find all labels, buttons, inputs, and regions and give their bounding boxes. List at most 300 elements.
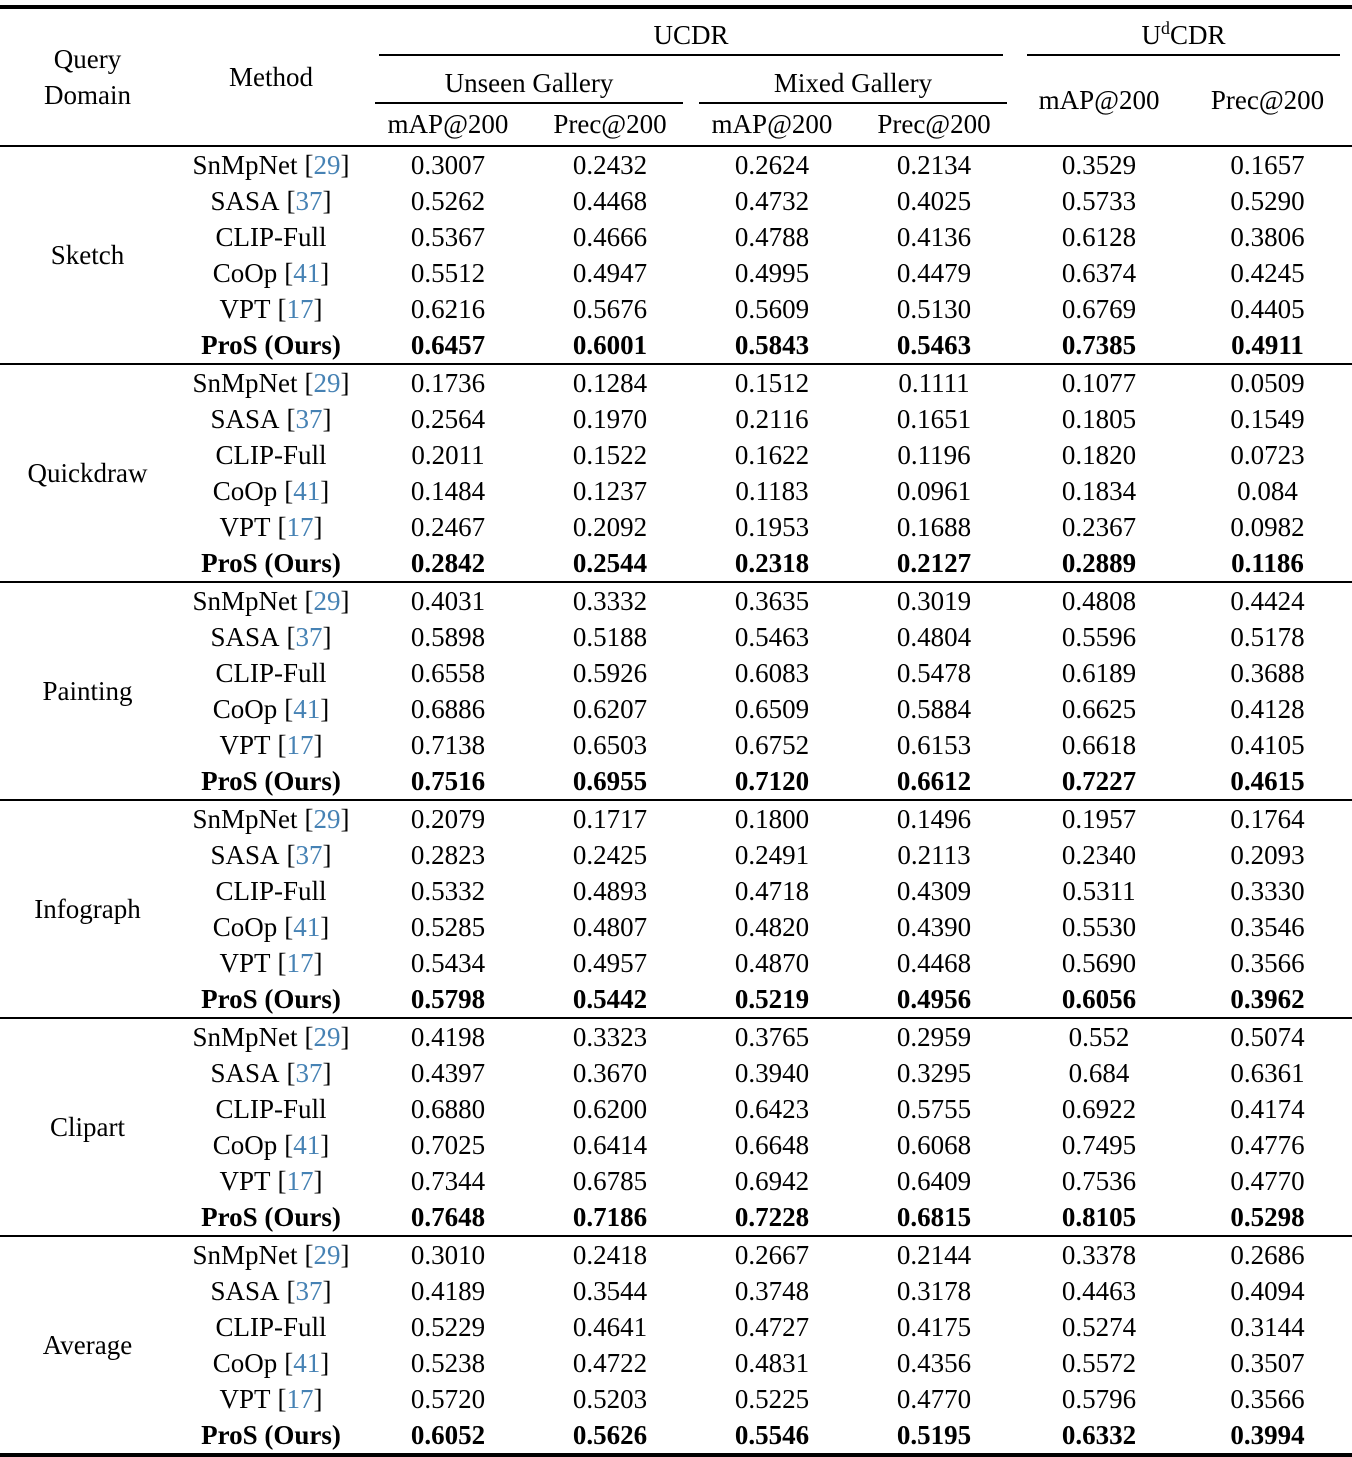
metric-value: 0.3962: [1230, 984, 1305, 1014]
table-header: [0, 7, 1352, 146]
metric-value: 0.1800: [691, 800, 853, 837]
metric-value: 0.5478: [896, 658, 972, 688]
metric-value: 0.8105: [1061, 1202, 1137, 1232]
metric-value: 0.6207: [572, 694, 648, 724]
method-cell: [175, 1417, 367, 1455]
metric-value: 0.3507: [1230, 1348, 1305, 1378]
metric-value: 0.2367: [1061, 512, 1137, 542]
metric-value: 0.5626: [572, 1420, 648, 1450]
citation-link[interactable]: 37: [295, 840, 323, 870]
udcdr-base: U: [1141, 20, 1162, 50]
method-label: VPT: [219, 948, 271, 978]
citation-bracket-open: [: [286, 186, 296, 216]
metric-value: 0.1284: [529, 364, 691, 401]
method-label: SnMpNet: [192, 1022, 298, 1052]
method-label: VPT: [219, 512, 271, 542]
table-row: [0, 1127, 1352, 1163]
table-row: [0, 291, 1352, 327]
metric-value: 0.1688: [896, 512, 972, 542]
metric-value: 0.0982: [1230, 512, 1305, 542]
citation-link[interactable]: 37: [295, 186, 323, 216]
metric-value: 0.3295: [896, 1058, 972, 1088]
method-cell: [175, 1273, 367, 1309]
metric-value: 0.4424: [1183, 582, 1352, 619]
metric-value: 0.2127: [896, 548, 972, 578]
citation-link[interactable]: 17: [286, 948, 314, 978]
citation-link[interactable]: 29: [313, 1022, 341, 1052]
metric-value: 0.6056: [1061, 984, 1137, 1014]
citation-link[interactable]: 41: [293, 1348, 321, 1378]
citation-link[interactable]: 41: [293, 912, 321, 942]
metric-value: 0.084: [1237, 476, 1298, 506]
table-row: [0, 1236, 1352, 1273]
metric-value: 0.5798: [410, 984, 486, 1014]
metric-value: 0.6503: [572, 730, 648, 760]
metric-value: 0.4175: [896, 1312, 972, 1342]
method-cell: [175, 1345, 367, 1381]
metric-value: 0.2823: [410, 840, 486, 870]
metric-value: 0.6558: [410, 658, 486, 688]
unseen-prec200-label: Prec@200: [553, 109, 667, 139]
citation-bracket-close: ]: [320, 912, 330, 942]
metric-value: 0.3010: [367, 1236, 529, 1273]
method-cell: [175, 909, 367, 945]
metric-value: 0.5463: [734, 622, 810, 652]
metric-value: 0.4479: [896, 258, 972, 288]
table-row: [0, 1381, 1352, 1417]
table-row: [0, 1091, 1352, 1127]
metric-value: 0.4356: [896, 1348, 972, 1378]
citation-link[interactable]: 17: [286, 730, 314, 760]
metric-value: 0.0509: [1183, 364, 1352, 401]
metric-value: 0.4995: [734, 258, 810, 288]
citation-bracket-open: [: [304, 368, 314, 398]
method-cell: [175, 1091, 367, 1127]
method-label: CLIP-Full: [215, 658, 327, 688]
metric-value: 0.7186: [572, 1202, 648, 1232]
metric-value: 0.6922: [1061, 1094, 1137, 1124]
metric-value: 0.2318: [734, 548, 810, 578]
metric-value: 0.2432: [529, 146, 691, 183]
metric-value: 0.5442: [572, 984, 648, 1014]
metric-value: 0.1651: [896, 404, 972, 434]
metric-value: 0.5512: [410, 258, 486, 288]
metric-value: 0.5676: [572, 294, 648, 324]
citation-link[interactable]: 17: [286, 1166, 314, 1196]
method-cell: [175, 545, 367, 582]
header-mixed-map200: [691, 104, 853, 146]
method-cell: [175, 945, 367, 981]
method-label: VPT: [219, 294, 271, 324]
metric-value: 0.6361: [1230, 1058, 1305, 1088]
method-label: SASA: [210, 840, 280, 870]
metric-value: 0.4390: [896, 912, 972, 942]
metric-value: 0.5332: [410, 876, 486, 906]
method-label: ProS (Ours): [201, 1420, 341, 1450]
citation-bracket-close: ]: [340, 804, 350, 834]
method-cell: [175, 1381, 367, 1417]
query-domain-cell: Painting: [0, 582, 175, 800]
method-label: SASA: [210, 404, 280, 434]
metric-value: 0.4666: [572, 222, 648, 252]
metric-value: 0.5796: [1061, 1384, 1137, 1414]
citation-bracket-open: [: [277, 730, 287, 760]
citation-bracket-open: [: [284, 694, 294, 724]
citation-bracket-open: [: [304, 1240, 314, 1270]
citation-link[interactable]: 41: [293, 1130, 321, 1160]
citation-link[interactable]: 41: [293, 258, 321, 288]
metric-value: 0.5884: [896, 694, 972, 724]
metric-value: 0.1953: [734, 512, 810, 542]
metric-value: 0.2144: [853, 1236, 1015, 1273]
table-row: [0, 146, 1352, 183]
metric-value: 0.5130: [896, 294, 972, 324]
metric-value: 0.7516: [410, 766, 486, 796]
header-ucdr-label: UCDR: [653, 20, 729, 50]
method-cell: [175, 837, 367, 873]
metric-value: 0.2418: [529, 1236, 691, 1273]
metric-value: 0.552: [1015, 1018, 1183, 1055]
metric-value: 0.7227: [1061, 766, 1137, 796]
citation-link[interactable]: 29: [313, 368, 341, 398]
table-row: [0, 183, 1352, 219]
method-cell: [175, 981, 367, 1018]
method-cell: [175, 1018, 367, 1055]
citation-link[interactable]: 29: [313, 586, 341, 616]
metric-value: 0.4397: [410, 1058, 486, 1088]
metric-value: 0.7120: [734, 766, 810, 796]
metric-value: 0.1805: [1061, 404, 1137, 434]
metric-value: 0.4309: [896, 876, 972, 906]
citation-bracket-close: ]: [313, 512, 323, 542]
table-row: [0, 1273, 1352, 1309]
method-cell: [175, 873, 367, 909]
method-label: SASA: [210, 1276, 280, 1306]
citation-bracket-close: ]: [322, 404, 332, 434]
metric-value: 0.3546: [1230, 912, 1305, 942]
metric-value: 0.4189: [410, 1276, 486, 1306]
method-cell: [175, 1309, 367, 1345]
metric-value: 0.5298: [1230, 1202, 1305, 1232]
citation-link[interactable]: 17: [286, 1384, 314, 1414]
metric-value: 0.3566: [1230, 948, 1305, 978]
citation-link[interactable]: 41: [293, 476, 321, 506]
unseen-map200-label: mAP@200: [387, 109, 509, 139]
query-domain-cell: Quickdraw: [0, 364, 175, 582]
metric-value: 0.4136: [896, 222, 972, 252]
citation-link[interactable]: 29: [313, 804, 341, 834]
metric-value: 0.1717: [529, 800, 691, 837]
method-label: SASA: [210, 186, 280, 216]
header-unseen-gallery: [367, 56, 691, 104]
unseen-gallery-label: Unseen Gallery: [444, 68, 614, 98]
header-udcdr-map200: [1015, 56, 1183, 146]
metric-value: 0.1657: [1183, 146, 1352, 183]
citation-bracket-close: ]: [320, 258, 330, 288]
metric-value: 0.6414: [572, 1130, 648, 1160]
metric-value: 0.2889: [1061, 548, 1137, 578]
method-cell: [175, 1163, 367, 1199]
metric-value: 0.6128: [1061, 222, 1137, 252]
metric-value: 0.4468: [896, 948, 972, 978]
table-row: [0, 981, 1352, 1018]
table-row: [0, 582, 1352, 619]
metric-value: 0.5195: [896, 1420, 972, 1450]
metric-value: 0.3670: [572, 1058, 648, 1088]
citation-link[interactable]: 17: [286, 512, 314, 542]
method-cell: [175, 763, 367, 800]
metric-value: 0.4770: [896, 1384, 972, 1414]
metric-value: 0.2092: [572, 512, 648, 542]
method-label: SASA: [210, 622, 280, 652]
citation-bracket-close: ]: [320, 694, 330, 724]
metric-value: 0.3806: [1230, 222, 1305, 252]
citation-bracket-open: [: [304, 150, 314, 180]
metric-value: 0.4105: [1230, 730, 1305, 760]
citation-bracket-close: ]: [322, 1276, 332, 1306]
citation-bracket-open: [: [286, 1058, 296, 1088]
metric-value: 0.5572: [1061, 1348, 1137, 1378]
metric-value: 0.1496: [853, 800, 1015, 837]
metric-value: 0.5238: [410, 1348, 486, 1378]
metric-value: 0.4732: [734, 186, 810, 216]
udcdr-rest: CDR: [1169, 20, 1226, 50]
metric-value: 0.4770: [1230, 1166, 1305, 1196]
metric-value: 0.4031: [367, 582, 529, 619]
citation-bracket-close: ]: [313, 948, 323, 978]
method-label: SASA: [210, 1058, 280, 1088]
method-label: ProS (Ours): [201, 548, 341, 578]
table-row: [0, 727, 1352, 763]
metric-value: 0.4641: [572, 1312, 648, 1342]
metric-value: 0.1549: [1230, 404, 1305, 434]
metric-value: 0.6332: [1061, 1420, 1137, 1450]
metric-value: 0.684: [1068, 1058, 1130, 1088]
header-udcdr-group: [1015, 7, 1352, 56]
citation-bracket-open: [: [286, 840, 296, 870]
table-row: [0, 255, 1352, 291]
citation-bracket-open: [: [286, 404, 296, 434]
citation-bracket-open: [: [304, 586, 314, 616]
method-label: CoOp: [212, 258, 278, 288]
metric-value: 0.3940: [734, 1058, 810, 1088]
citation-bracket-close: ]: [313, 1166, 323, 1196]
table-row: [0, 655, 1352, 691]
metric-value: 0.6625: [1061, 694, 1137, 724]
method-label: CLIP-Full: [215, 222, 327, 252]
citation-bracket-open: [: [284, 912, 294, 942]
metric-value: 0.1111: [853, 364, 1015, 401]
citation-link[interactable]: 37: [295, 1276, 323, 1306]
metric-value: 0.3144: [1230, 1312, 1305, 1342]
method-cell: [175, 509, 367, 545]
citation-bracket-open: [: [286, 622, 296, 652]
citation-bracket-close: ]: [313, 1384, 323, 1414]
metric-value: 0.6815: [896, 1202, 972, 1232]
table-row: [0, 509, 1352, 545]
metric-value: 0.6374: [1061, 258, 1137, 288]
metric-value: 0.7228: [734, 1202, 810, 1232]
metric-value: 0.1196: [897, 440, 971, 470]
metric-value: 0.6509: [734, 694, 810, 724]
table-row: [0, 1199, 1352, 1236]
metric-value: 0.5074: [1183, 1018, 1352, 1055]
metric-value: 0.2116: [735, 404, 809, 434]
citation-bracket-close: ]: [320, 476, 330, 506]
table-row: [0, 763, 1352, 800]
method-cell: [175, 146, 367, 183]
table-row: [0, 837, 1352, 873]
citation-link[interactable]: 37: [295, 404, 323, 434]
metric-value: 0.6955: [572, 766, 648, 796]
metric-value: 0.2093: [1230, 840, 1305, 870]
citation-link[interactable]: 37: [295, 1058, 323, 1088]
metric-value: 0.1512: [691, 364, 853, 401]
header-query-domain-label: Query Domain: [44, 44, 131, 110]
metric-value: 0.5285: [410, 912, 486, 942]
citation-bracket-open: [: [284, 1348, 294, 1378]
mixed-gallery-label: Mixed Gallery: [773, 68, 933, 98]
table-row: [0, 1055, 1352, 1091]
method-label: ProS (Ours): [201, 984, 341, 1014]
metric-value: 0.1622: [734, 440, 810, 470]
metric-value: 0.6886: [410, 694, 486, 724]
metric-value: 0.7495: [1061, 1130, 1137, 1160]
metric-value: 0.4870: [734, 948, 810, 978]
method-cell: [175, 1236, 367, 1273]
citation-bracket-open: [: [277, 1166, 287, 1196]
header-method-label: Method: [229, 61, 313, 92]
metric-value: 0.1484: [410, 476, 486, 506]
metric-value: 0.7536: [1061, 1166, 1137, 1196]
method-label: VPT: [219, 730, 271, 760]
metric-value: 0.2079: [367, 800, 529, 837]
method-label: CLIP-Full: [215, 440, 327, 470]
method-cell: [175, 291, 367, 327]
metric-value: 0.5596: [1061, 622, 1137, 652]
citation-bracket-close: ]: [322, 622, 332, 652]
header-query-domain: [0, 7, 175, 146]
header-udcdr-label: [1015, 9, 1352, 54]
table-row: [0, 327, 1352, 364]
citation-bracket-open: [: [304, 804, 314, 834]
method-label: SnMpNet: [192, 586, 298, 616]
table-body: [0, 146, 1352, 1455]
method-cell: [175, 401, 367, 437]
method-cell: [175, 183, 367, 219]
citation-link[interactable]: 29: [313, 1240, 341, 1270]
header-udcdr-prec200: [1183, 56, 1352, 146]
metric-value: 0.5290: [1230, 186, 1305, 216]
method-cell: [175, 691, 367, 727]
method-label: SnMpNet: [192, 150, 298, 180]
metric-value: 0.5733: [1061, 186, 1137, 216]
metric-value: 0.1077: [1015, 364, 1183, 401]
header-unseen-prec200: [529, 104, 691, 146]
metric-value: 0.2425: [572, 840, 648, 870]
method-cell: [175, 655, 367, 691]
metric-value: 0.3178: [896, 1276, 972, 1306]
table-row: [0, 473, 1352, 509]
citation-bracket-close: ]: [340, 1240, 350, 1270]
method-label: CoOp: [212, 1348, 278, 1378]
metric-value: 0.2624: [691, 146, 853, 183]
citation-bracket-close: ]: [340, 368, 350, 398]
citation-bracket-close: ]: [322, 840, 332, 870]
citation-bracket-close: ]: [340, 1022, 350, 1052]
metric-value: 0.3566: [1230, 1384, 1305, 1414]
metric-value: 0.6457: [410, 330, 486, 360]
metric-value: 0.4615: [1230, 766, 1305, 796]
citation-bracket-close: ]: [340, 150, 350, 180]
metric-value: 0.4831: [734, 1348, 810, 1378]
method-label: CoOp: [212, 1130, 278, 1160]
results-table: [0, 5, 1352, 1457]
method-label: VPT: [219, 1166, 271, 1196]
metric-value: 0.4776: [1230, 1130, 1305, 1160]
citation-link[interactable]: 17: [286, 294, 314, 324]
table-row: [0, 800, 1352, 837]
metric-value: 0.2667: [691, 1236, 853, 1273]
metric-value: 0.4094: [1230, 1276, 1305, 1306]
metric-value: 0.5188: [572, 622, 648, 652]
metric-value: 0.5755: [896, 1094, 972, 1124]
metric-value: 0.1736: [367, 364, 529, 401]
table-row: [0, 364, 1352, 401]
table-row: [0, 219, 1352, 255]
query-domain-cell: Clipart: [0, 1018, 175, 1236]
metric-value: 0.6052: [410, 1420, 486, 1450]
metric-value: 0.2467: [410, 512, 486, 542]
metric-value: 0.5720: [410, 1384, 486, 1414]
method-cell: [175, 255, 367, 291]
metric-value: 0.4957: [572, 948, 648, 978]
table-row: [0, 1417, 1352, 1455]
method-cell: [175, 364, 367, 401]
citation-link[interactable]: 29: [313, 150, 341, 180]
metric-value: 0.2491: [734, 840, 810, 870]
method-cell: [175, 1199, 367, 1236]
metric-value: 0.4804: [896, 622, 972, 652]
metric-value: 0.7138: [410, 730, 486, 760]
method-label: VPT: [219, 1384, 271, 1414]
table-row: [0, 1163, 1352, 1199]
method-cell: [175, 219, 367, 255]
metric-value: 0.2340: [1061, 840, 1137, 870]
citation-link[interactable]: 37: [295, 622, 323, 652]
citation-bracket-open: [: [284, 1130, 294, 1160]
citation-bracket-close: ]: [320, 1130, 330, 1160]
method-label: SnMpNet: [192, 804, 298, 834]
method-label: ProS (Ours): [201, 330, 341, 360]
metric-value: 0.3332: [529, 582, 691, 619]
citation-link[interactable]: 41: [293, 694, 321, 724]
metric-value: 0.2564: [410, 404, 486, 434]
metric-value: 0.2959: [853, 1018, 1015, 1055]
metric-value: 0.6769: [1061, 294, 1137, 324]
metric-value: 0.5546: [734, 1420, 810, 1450]
header-mixed-prec200: [853, 104, 1015, 146]
citation-bracket-close: ]: [313, 730, 323, 760]
method-cell: [175, 1127, 367, 1163]
metric-value: 0.6618: [1061, 730, 1137, 760]
citation-bracket-close: ]: [320, 1348, 330, 1378]
method-label: ProS (Ours): [201, 1202, 341, 1232]
table-row: [0, 945, 1352, 981]
metric-value: 0.4808: [1015, 582, 1183, 619]
citation-bracket-open: [: [277, 948, 287, 978]
metric-value: 0.2842: [410, 548, 486, 578]
